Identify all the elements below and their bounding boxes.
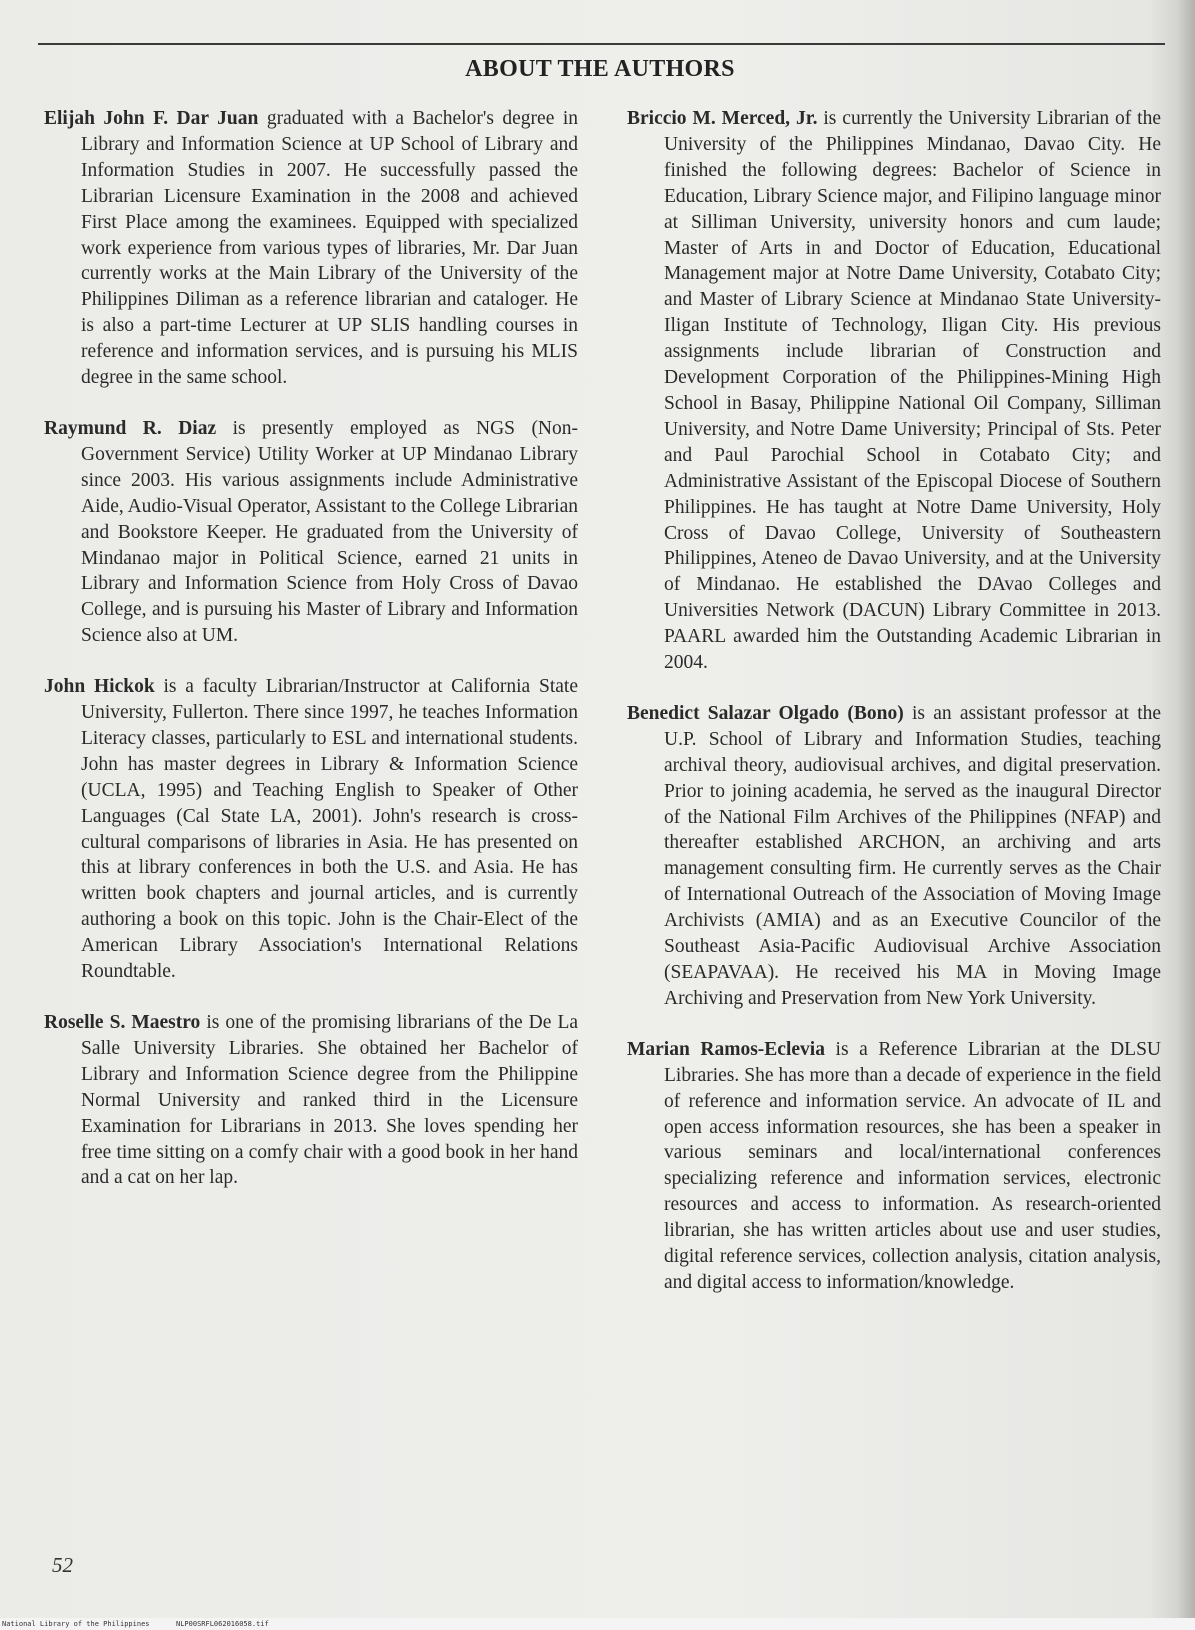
author-bio-text: is a Reference Librarian at the DLSU Libraries. She has more than a decade of experience in the field of reference and information service. An advocate of IL and open access information resources, she has been a speaker in various seminars and local/international conferences specializing reference and information services, electronic resources and access to information. As research-oriented librarian, she has written articles about use and user studies, digital reference services, collection analysis, citation analysis, and digital access to information/knowledge. xyxy=(664,1038,1161,1293)
author-name: Briccio M. Merced, Jr. xyxy=(627,108,818,129)
page-number: 52 xyxy=(52,1553,73,1577)
author-bio xyxy=(44,674,578,985)
author-bio xyxy=(627,106,1161,676)
author-name: Elijah John F. Dar Juan xyxy=(44,108,259,129)
page-title: ABOUT THE AUTHORS xyxy=(465,56,735,82)
author-bio-text: is an assistant professor at the U.P. School of Library and Information Studies, teaching archival theory, audiovisual archives, and digital preservation. Prior to joining academia, he served as the inaugural Director of the National Film Archives of the Philippines (NFAP) and thereafter established ARCHON, an archiving and arts management consulting firm. He currently serves as the Chair of International Outreach of the Association of Moving Image Archivists (AMIA) and as an Executive Councilor of the Southeast Asia-Pacific Audiovisual Archive Association (SEAPAVAA). He received his MA in Moving Image Archiving and Preservation from New York University. xyxy=(664,702,1162,1009)
author-name: John Hickok xyxy=(44,676,155,698)
author-bio xyxy=(44,416,578,649)
author-bio-text: is currently the University Librarian of the University of the Philippines Mindanao, Davao City. He finished the following degrees: Bachelor of Science in Education, Library Science major, and Filipino language minor at Silliman University, university honors and cum laude; Master of Arts in and Doctor of Education, Educational Management major at Notre Dame University, Cotabato City; and Master of Library Science at Mindanao State University-Iligan Institute of Technology, Iligan City. His previous assignments include librarian of Construction and Development Corporation of the Philippines-Mining High School in Basay, Philippine National Oil Company, Silliman University, and Notre Dame University; Principal of Sts. Peter and Paul Parochial School in Cotabato City; and Administrative Assistant of the Episcopal Diocese of Southern Philippines. He has taught at Notre Dame University, Holy Cross of Davao College, University of Southeastern Philippines, Ateneo de Davao University, and at the University of Mindanao. He established the DAvao Colleges and Universities Network (DACUN) Library Committee in 2013. PAARL awarded him the Outstanding Academic Librarian in 2004. xyxy=(664,108,1161,674)
page-edge-shadow xyxy=(1177,0,1195,1618)
author-bio-text: is one of the promising librarians of the De La Salle University Libraries. She obtained her Bachelor of Library and Information Science degree from the Philippine Normal University and ranked third in the Licensure Examination for Librarians in 2013. She loves spending her free time sitting on a comfy chair with a good book in her hand and a cat on her lap. xyxy=(81,1012,579,1189)
author-bio xyxy=(627,1037,1161,1296)
author-bio-text: graduated with a Bachelor's degree in Library and Information Science at UP School of Library and Information Studies in 2007. He successfully passed the Librarian Licensure Examination in the 2008 and achieved First Place among the examinees. Equipped with specialized work experience from various types of libraries, Mr. Dar Juan currently works at the Main Library of the University of the Philippines Diliman as a reference librarian and cataloger. He is also a part-time Lecturer at UP SLIS handling courses in reference and information services, and is pursuing his MLIS degree in the same school. xyxy=(81,108,579,389)
author-bio xyxy=(44,106,578,391)
author-bio-text: is a faculty Librarian/Instructor at California State University, Fullerton. There since 1997, he teaches Information Literacy classes, particularly to ESL and international students. John has master degrees in Library & Information Science (UCLA, 1995) and Teaching English to Speaker of Other Languages (Cal State LA, 2001). John's research is cross-cultural comparisons of libraries in Asia. He has presented on this at library conferences in both the U.S. and Asia. He has written book chapters and journal articles, and is currently authoring a book on this topic. John is the Chair-Elect of the American Library Association's International Relations Roundtable. xyxy=(81,676,579,983)
author-bio-text: is presently employed as NGS (Non-Government Service) Utility Worker at UP Mindanao Library since 2003. His various assignments include Administrative Aide, Audio-Visual Operator, Assistant to the College Librarian and Bookstore Keeper. He graduated from the University of Mindanao major in Political Science, earned 21 units in Library and Information Science from Holy Cross of Davao College, and is pursuing his Master of Library and Information Science also at UM. xyxy=(81,417,579,647)
author-name: Roselle S. Maestro xyxy=(44,1012,201,1033)
scan-footer xyxy=(0,1618,1195,1630)
author-name: Benedict Salazar Olgado (Bono) xyxy=(627,702,904,724)
header-rule xyxy=(38,43,1165,45)
right-column xyxy=(627,106,1161,1321)
author-bio xyxy=(627,701,1161,1012)
footer-filename: NLP00SRFL062016058.tif xyxy=(176,1620,269,1628)
author-bio xyxy=(44,1010,578,1191)
author-name: Raymund R. Diaz xyxy=(44,417,217,439)
left-column xyxy=(44,106,578,1216)
author-name: Marian Ramos-Eclevia xyxy=(627,1038,825,1060)
footer-source: National Library of the Philippines xyxy=(2,1620,150,1628)
